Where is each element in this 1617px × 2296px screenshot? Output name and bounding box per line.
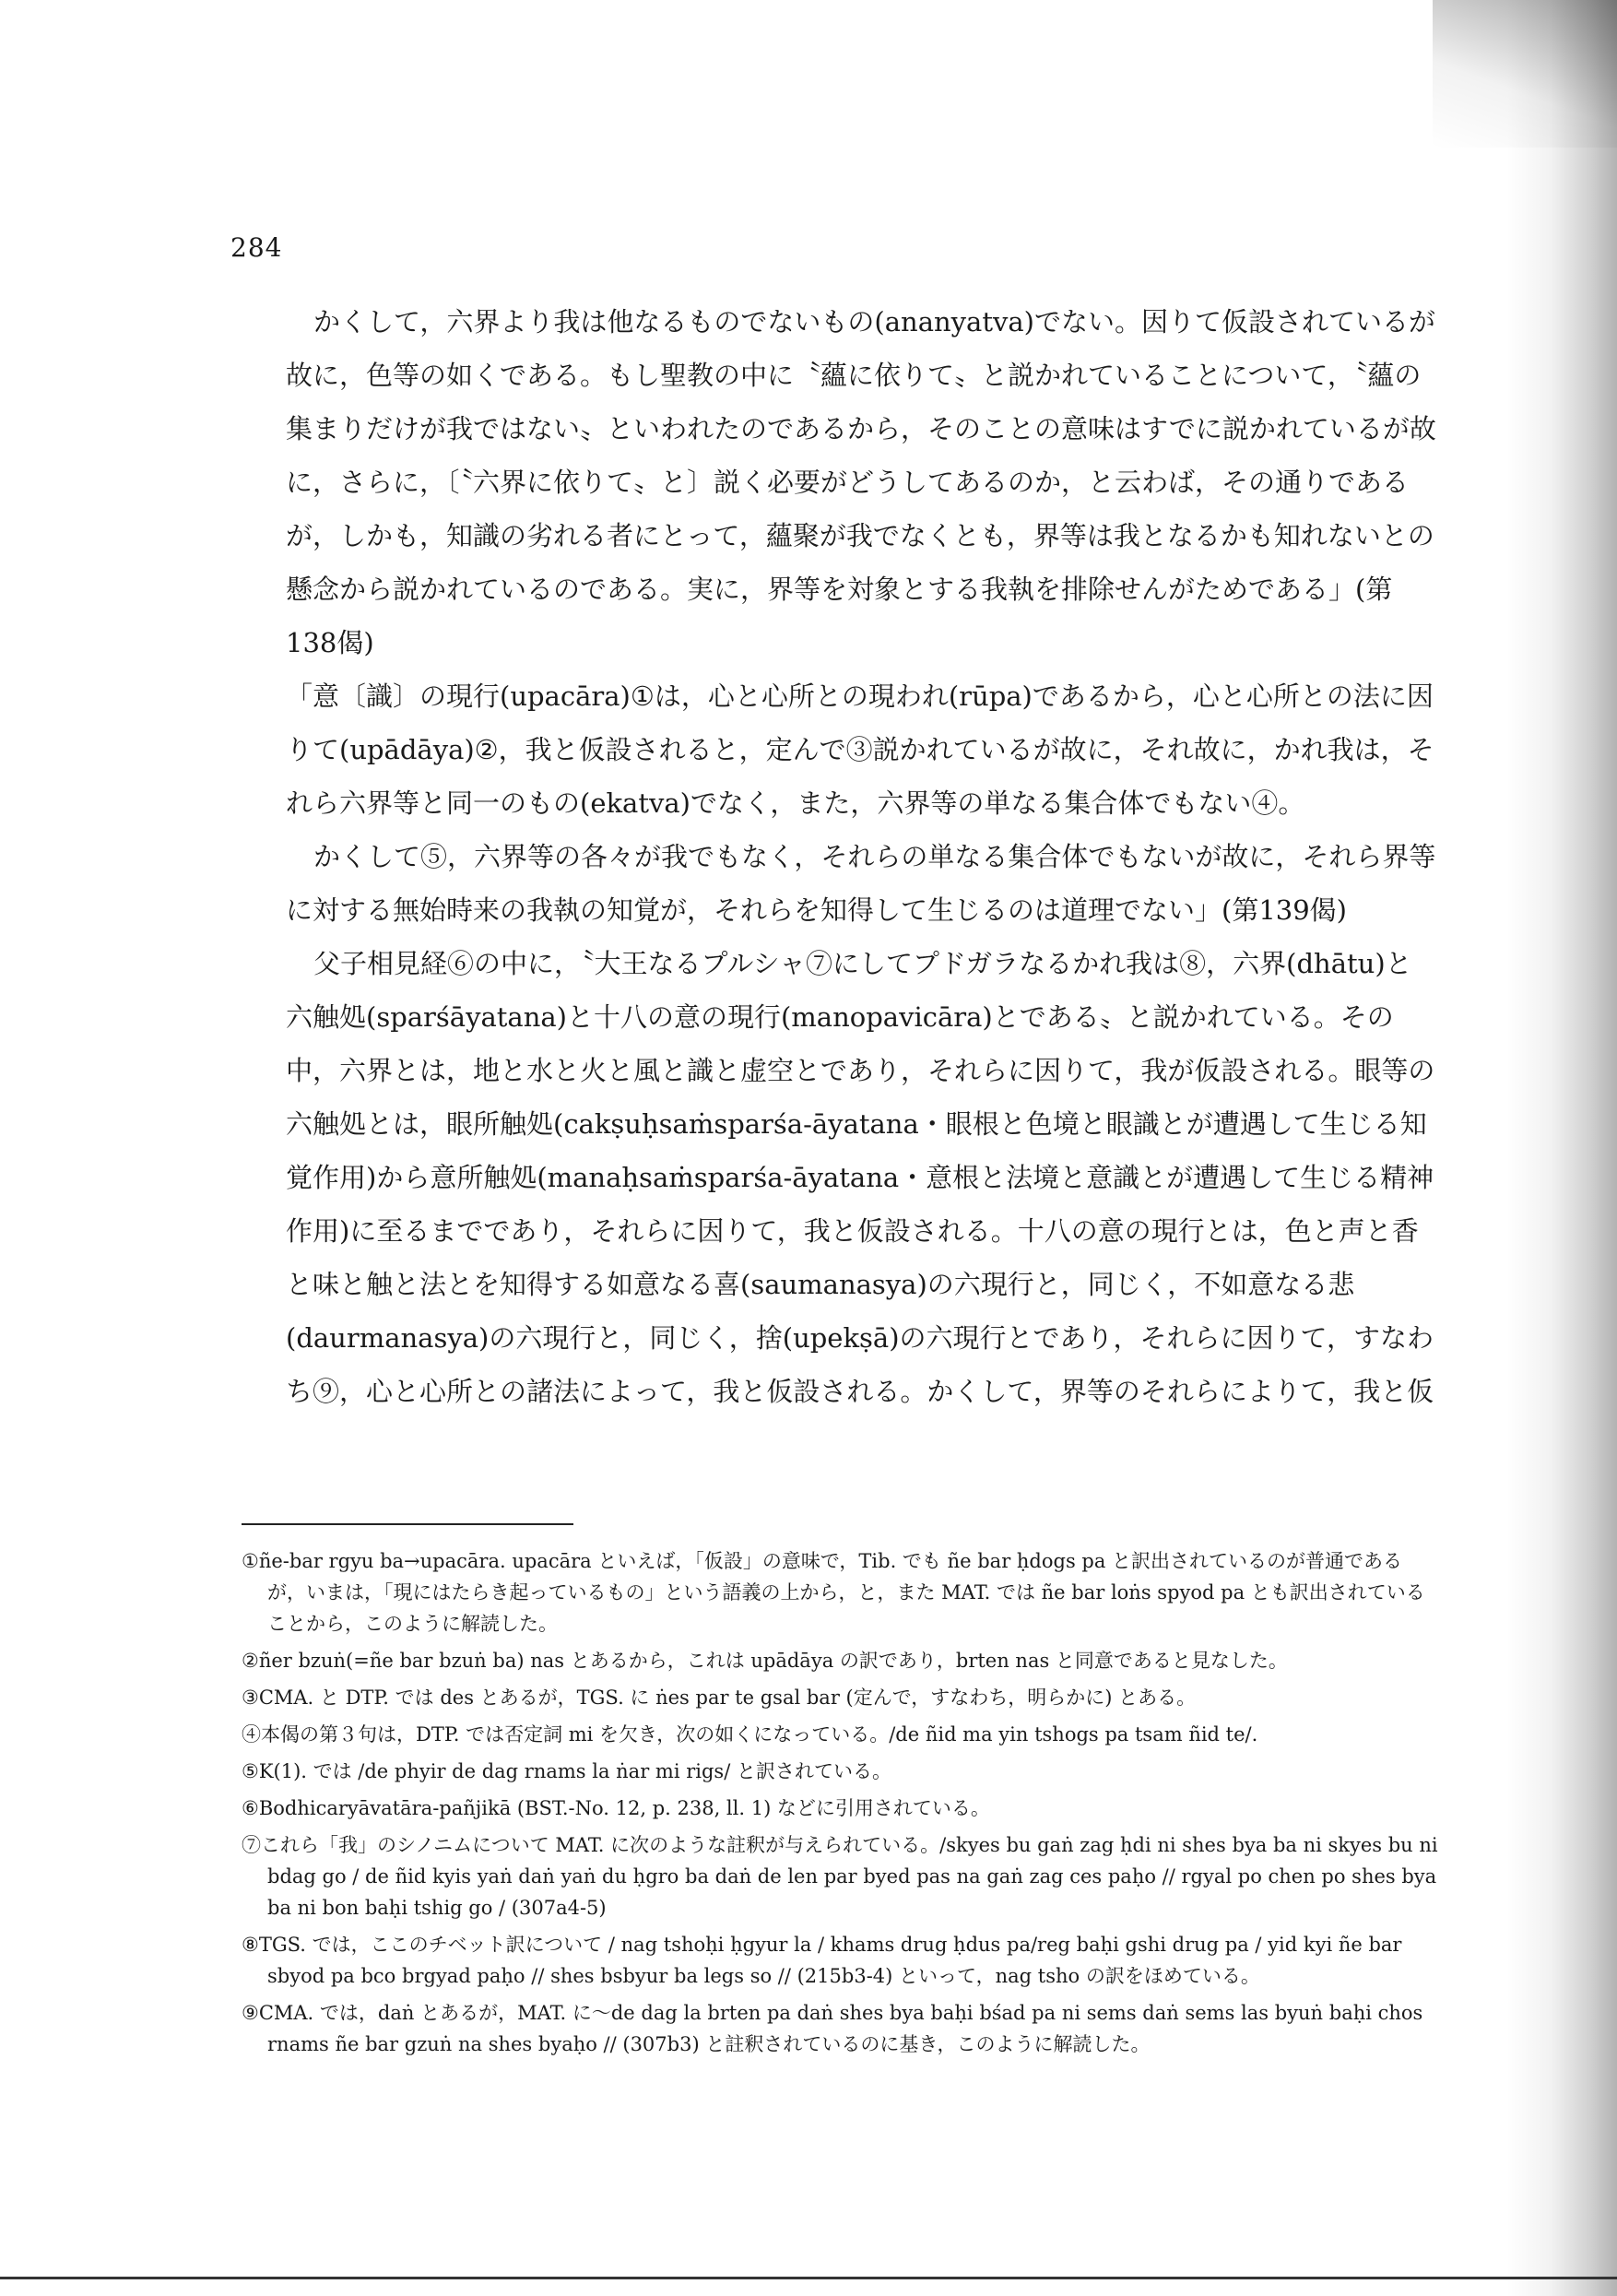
- footnote-rule: [242, 1523, 573, 1525]
- scan-shadow-edge: [1506, 0, 1617, 2296]
- paragraph-3: かくして⑤，六界等の各々が我でもなく，それらの単なる集合体でもないが故に，それら界等に対する無始時来の我執の知覚が，それらを知得して生じるのは道理でない」(第139偈): [286, 841, 1436, 926]
- footnote-4: ④本偈の第３句は，DTP. では否定詞 mi を欠き，次の如くになっている。/de ñid ma yin tshogs pa tsam ñid te/.: [242, 1723, 1258, 1746]
- footnote-7: ⑦これら「我」のシノニムについて MAT. に次のような註釈が与えられている。/skyes bu gaṅ zag ḥdi ni shes bya ba ni skyes bu ni bdag go / de ñid kyis yaṅ daṅ yaṅ du ḥgro ba daṅ de len par byed pas na gaṅ zag ces paḥo // rgyal po chen po shes bya ba ni bon baḥi tshig go / (307a4-5): [242, 1834, 1438, 1919]
- paragraph-4: 父子相見経⑥の中に，〝大王なるプルシャ⑦にしてプドガラなるかれ我は⑧，六界(dhātu)と六触処(sparśāyatana)と十八の意の現行(manopavicāra)とである〟と説かれている。その中，六界とは，地と水と火と風と識と虚空とであり，それらに因りて，我が仮設される。眼等の六触処とは，眼所触処(cakṣuḥsaṁsparśa-āyatana・眼根と色境と眼識とが遭遇して生じる知覚作用)から意所触処(manaḥsaṁsparśa-āyatana・意根と法境と意識とが遭遇して生じる精神作用)に至るまでであり，それらに因りて，我と仮設される。十八の意の現行とは，色と声と香と味と触と法とを知得する如意なる喜(saumanasya)の六現行と，同じく，不如意なる悲(daurmanasya)の六現行と，同じく，捨(upekṣā)の六現行とであり，それらに因りて，すなわち⑨，心と心所との諸法によって，我と仮設される。かくして，界等のそれらによりて，我と仮: [286, 948, 1435, 1407]
- footnote-3: ③CMA. と DTP. では des とあるが，TGS. に ṅes par te gsal bar (定んで，すなわち，明らかに) とある。: [242, 1686, 1197, 1709]
- page-number: 284: [230, 232, 283, 263]
- footnote-2: ②ñer bzuṅ(=ñe bar bzuṅ ba) nas とあるから，これは upādāya の訳であり，brten nas と同意であると見なした。: [242, 1650, 1288, 1672]
- footnote-6: ⑥Bodhicaryāvatāra-pañjikā (BST.-No. 12, p. 238, ll. 1) などに引用されている。: [242, 1797, 990, 1819]
- footnote-9: ⑨CMA. では，daṅ とあるが，MAT. に～de dag la brten pa daṅ shes bya baḥi bśad pa ni sems daṅ sems las byuṅ baḥi chos rnams ñe bar gzuṅ na shes byaḥo // (307b3) と註釈されているのに基き，このように解読した。: [242, 2002, 1423, 2055]
- paragraph-1: かくして，六界より我は他なるものでないもの(ananyatva)でない。因りて仮設されているが故に，色等の如くである。もし聖教の中に〝蘊に依りて〟と説かれていることについて，〝蘊の集まりだけが我ではない〟といわれたのであるから，そのことの意味はすでに説かれているが故に，さらに，〔〝六界に依りて〟と〕説く必要がどうしてあるのか，と云わば，その通りであるが，しかも，知識の劣れる者にとって，蘊聚が我でなくとも，界等は我となるかも知れないとの懸念から説かれているのである。実に，界等を対象とする我執を排除せんがためである」(第138偈): [286, 306, 1436, 658]
- main-text: [286, 295, 1438, 1418]
- footnote-5: ⑤K(1). では /de phyir de dag rnams la ṅar mi rigs/ と訳されている。: [242, 1760, 891, 1782]
- footnotes: [242, 1545, 1440, 2065]
- page-bottom-line: [0, 2277, 1617, 2279]
- footnote-1: ①ñe-bar rgyu ba→upacāra. upacāra といえば，「仮設」の意味で，Tib. でも ñe bar ḥdogs pa と訳出されているのが普通であるが，いまは，「現にはたらき起っているもの」という語義の上から，と，また MAT. では ñe bar loṅs spyod pa とも訳出されていることから，このように解読した。: [242, 1550, 1425, 1635]
- scan-shadow-corner: [1433, 0, 1617, 148]
- footnote-8: ⑧TGS. では，ここのチベット訳について / nag tshoḥi ḥgyur la / khams drug ḥdus pa/reg baḥi gshi drug pa / yid kyi ñe bar sbyod pa bco brgyad paḥo // shes bsbyur ba legs so // (215b3-4) といって，nag tsho の訳をほめている。: [242, 1934, 1402, 1987]
- paragraph-verse-139: 「意〔識〕の現行(upacāra)①は，心と心所との現われ(rūpa)であるから，心と心所との法に因りて(upādāya)②，我と仮設されると，定んで③説かれているが故に，それ故に，かれ我は，それら六界等と同一のもの(ekatva)でなく，また，六界等の単なる集合体でもない④。: [286, 681, 1434, 819]
